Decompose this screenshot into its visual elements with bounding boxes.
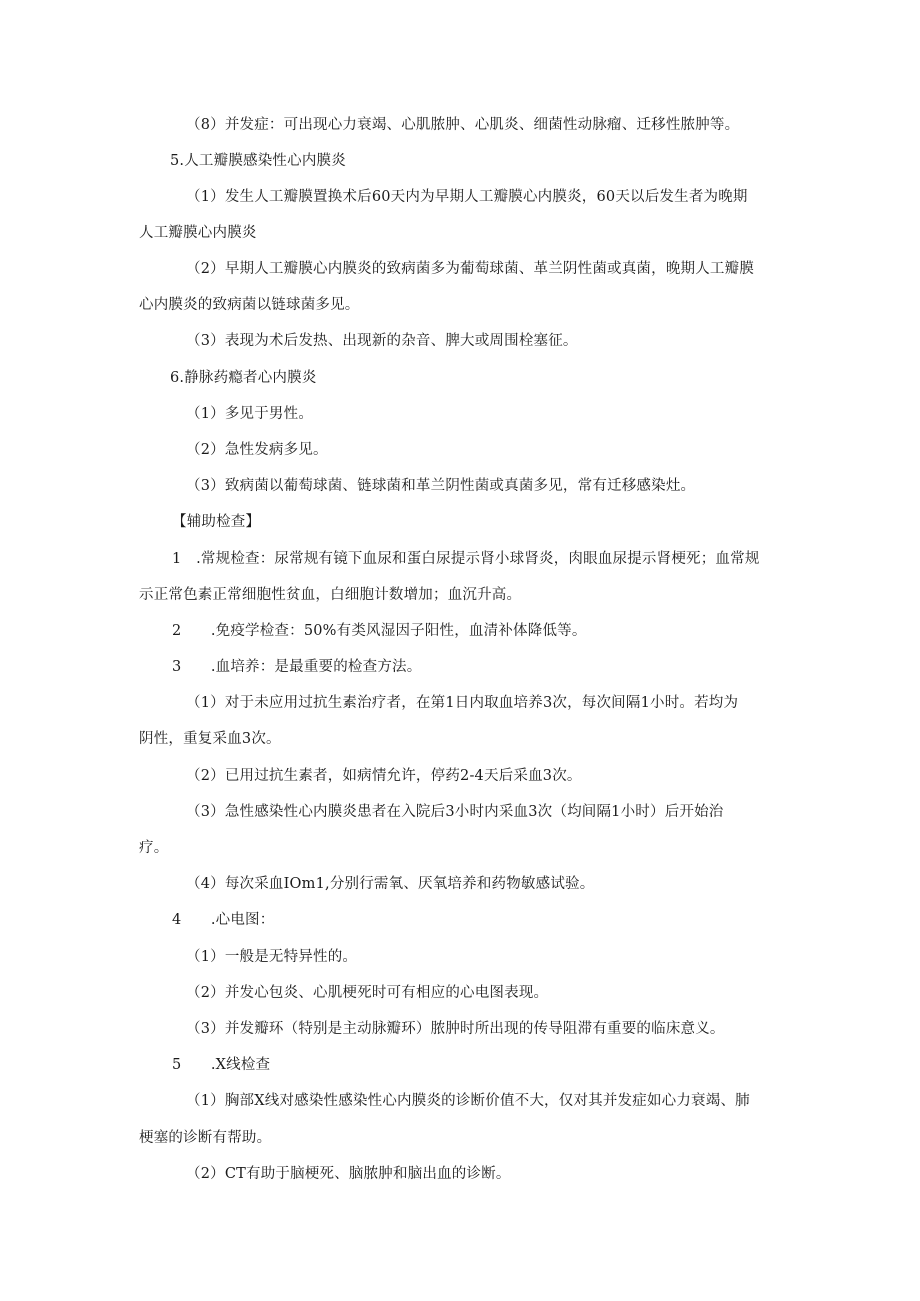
text-line: （2）早期人工瓣膜心内膜炎的致病菌多为葡萄球菌、革兰阴性菌或真菌，晚期人工瓣膜 — [186, 261, 755, 277]
text-line: （3）并发瓣环（特别是主动脉瓣环）脓肿时所出现的传导阻滞有重要的临床意义。 — [186, 1021, 725, 1037]
section-heading: 【辅助检查】 — [172, 514, 261, 530]
text-line: （1）胸部X线对感染性感染性心内膜炎的诊断价值不大，仅对其并发症如心力衰竭、肺 — [186, 1093, 750, 1109]
text-line: 心内膜炎的致病菌以链球菌多见。 — [139, 297, 360, 313]
text-line: （1）对于未应用过抗生素治疗者，在第1日内取血培养3次，每次间隔1小时。若均为 — [186, 695, 739, 711]
text-line: 阴性，重复采血3次。 — [139, 731, 281, 747]
text-line: （1）发生人工瓣膜置换术后60天内为早期人工瓣膜心内膜炎，60天以后发生者为晚期 — [186, 189, 748, 205]
text-line: （3）致病菌以葡萄球菌、链球菌和革兰阴性菌或真菌多见，常有迁移感染灶。 — [186, 478, 696, 494]
text-line: 示正常色素正常细胞性贫血，白细胞计数增加；血沉升高。 — [139, 587, 522, 603]
text-line: 梗塞的诊断有帮助。 — [139, 1130, 272, 1146]
text-line: （3）急性感染性心内膜炎患者在入院后3小时内采血3次（均间隔1小时）后开始治 — [186, 804, 724, 820]
text-line: 3 .血培养：是最重要的检查方法。 — [172, 659, 422, 675]
text-line: 5 .X线检查 — [172, 1057, 271, 1073]
text-line: （2）CT有助于脑梗死、脑脓肿和脑出血的诊断。 — [186, 1166, 511, 1182]
text-line: （3）表现为术后发热、出现新的杂音、脾大或周围栓塞征。 — [186, 333, 578, 349]
text-line: （8）并发症：可出现心力衰竭、心肌脓肿、心肌炎、细菌性动脉瘤、迁移性脓肿等。 — [186, 117, 740, 133]
text-line: （2）并发心包炎、心肌梗死时可有相应的心电图表现。 — [186, 985, 549, 1001]
section-heading: 6.静脉药瘾者心内膜炎 — [170, 370, 317, 386]
text-line: （1）一般是无特异性的。 — [186, 949, 358, 965]
text-line: （2）已用过抗生素者，如病情允许，停药2-4天后采血3次。 — [186, 768, 582, 784]
section-heading: 5.人工瓣膜感染性心内膜炎 — [170, 153, 346, 169]
text-line: （1）多见于男性。 — [186, 406, 314, 422]
text-line: 4 .心电图： — [172, 912, 275, 928]
text-line: （4）每次采血IOm1,分别行需氧、厌氧培养和药物敏感试验。 — [186, 876, 595, 892]
text-line: 1 .常规检查：尿常规有镜下血尿和蛋白尿提示肾小球肾炎，肉眼血尿提示肾梗死；血常规 — [172, 551, 760, 567]
text-line: （2）急性发病多见。 — [186, 442, 328, 458]
text-line: 人工瓣膜心内膜炎 — [139, 225, 257, 241]
text-line: 疗。 — [139, 840, 169, 856]
text-line: 2 .免疫学检查：50%有类风湿因子阳性，血清补体降低等。 — [172, 623, 587, 639]
